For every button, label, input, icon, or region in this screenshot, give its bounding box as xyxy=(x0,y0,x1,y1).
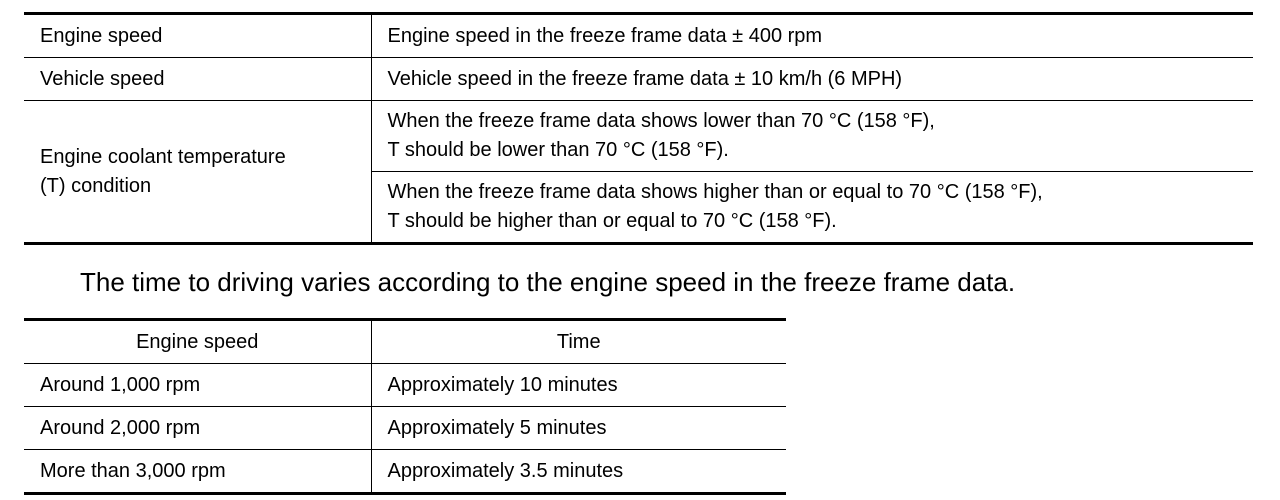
table-row xyxy=(24,14,1253,58)
time-cell: Approximately 10 minutes xyxy=(371,364,786,407)
condition-label-line: Engine coolant temperature xyxy=(40,145,286,168)
driving-time-table xyxy=(24,318,786,495)
condition-value xyxy=(371,101,1253,172)
column-header-time: Time xyxy=(556,330,601,353)
table-row xyxy=(24,450,786,494)
table-row xyxy=(24,58,1253,101)
condition-label-line: (T) condition xyxy=(40,174,152,197)
freeze-frame-conditions-table xyxy=(24,12,1253,245)
condition-label xyxy=(24,101,371,244)
engine-speed-cell: Around 1,000 rpm xyxy=(24,364,371,407)
table-header-row xyxy=(24,320,786,364)
engine-speed-cell: Around 2,000 rpm xyxy=(24,407,371,450)
condition-value-line: T should be higher than or equal to 70 °C (158 °F). xyxy=(387,210,837,232)
engine-speed-cell: More than 3,000 rpm xyxy=(24,450,371,494)
condition-value-line: When the freeze frame data shows lower than 70 °C (158 °F), xyxy=(387,110,935,132)
condition-value-line: T should be lower than 70 °C (158 °F). xyxy=(387,139,729,161)
table-row xyxy=(24,101,1253,172)
note-paragraph: The time to driving varies according to the engine speed in the freeze frame data. xyxy=(80,267,1016,297)
table-row xyxy=(24,407,786,450)
condition-value xyxy=(371,172,1253,244)
condition-value-line: When the freeze frame data shows higher than or equal to 70 °C (158 °F), xyxy=(387,181,1043,203)
condition-label: Vehicle speed xyxy=(24,58,371,101)
condition-value: Engine speed in the freeze frame data ± 400 rpm xyxy=(387,24,823,47)
condition-label: Engine speed xyxy=(24,14,371,58)
time-cell: Approximately 3.5 minutes xyxy=(371,450,786,494)
column-header-engine-speed: Engine speed xyxy=(24,320,371,364)
time-cell: Approximately 5 minutes xyxy=(371,407,786,450)
condition-value: Vehicle speed in the freeze frame data ± 10 km/h (6 MPH) xyxy=(371,58,1253,101)
table-row xyxy=(24,364,786,407)
